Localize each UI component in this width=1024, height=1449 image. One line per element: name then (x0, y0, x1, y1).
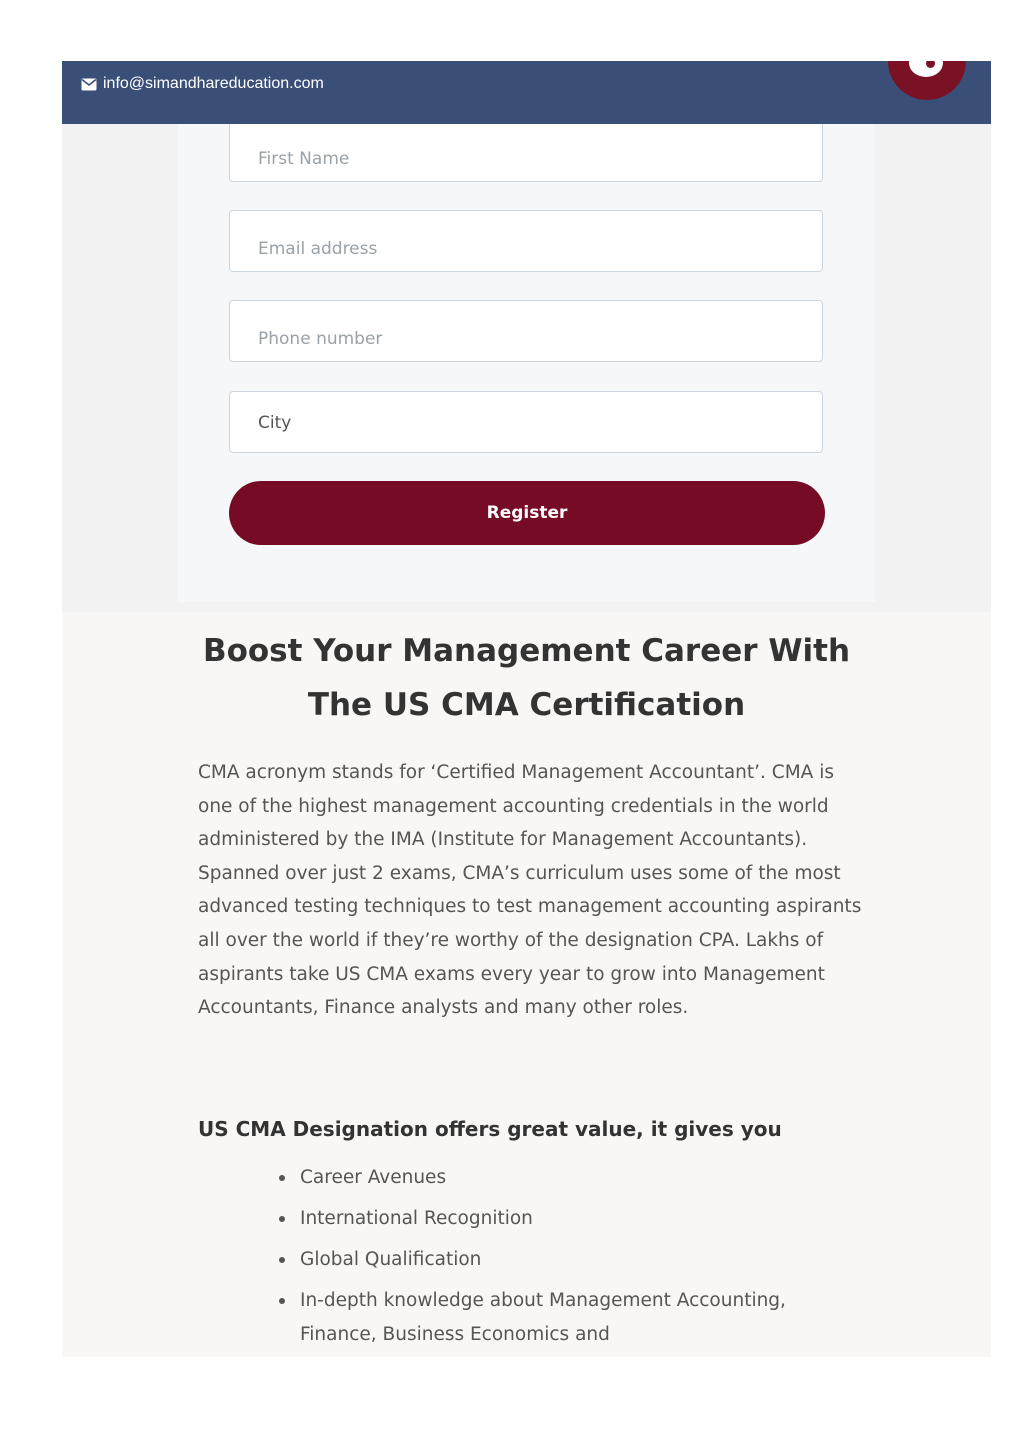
email-placeholder: Email address (258, 239, 378, 259)
section-heading (162, 624, 891, 732)
section-heading-line-1: Boost Your Management Career With (202, 633, 851, 669)
chat-glyph (909, 61, 943, 77)
page-frame (62, 61, 991, 1357)
benefit-text: Career Avenues (300, 1167, 447, 1188)
bullet-icon (279, 1175, 285, 1181)
registration-form (178, 124, 875, 602)
list-item (300, 1161, 840, 1195)
first-name-field[interactable] (229, 120, 823, 182)
chat-bubble-icon[interactable] (888, 61, 966, 100)
email-address: info@simandhareducation.com (103, 75, 324, 92)
bullet-icon (279, 1216, 285, 1222)
phone-placeholder: Phone number (258, 329, 383, 349)
list-item (300, 1284, 840, 1351)
top-contact-bar (62, 61, 991, 124)
phone-field[interactable] (229, 300, 823, 362)
benefits-heading: US CMA Designation offers great value, it gives you (198, 1117, 782, 1141)
benefit-text: Global Qualification (300, 1249, 482, 1271)
list-item (300, 1243, 840, 1277)
benefit-text: In-depth knowledge about Management Accounting, Finance, Business Economics and (300, 1290, 786, 1345)
intro-paragraph (198, 756, 873, 1025)
envelope-icon (81, 78, 97, 91)
intro-text: CMA acronym stands for ‘Certified Management Accountant’. CMA is one of the highest management accounting credentials in the world administered by the IMA (Institute for Management Accountants). Spanned over just 2 exams, CMA’s curriculum uses some of the most advanced testing techniques to test management accounting aspirants all over the world if they’re worthy of the designation CPA. Lakhs of aspirants take US CMA exams every year to grow into Management Accountants, Finance analysts and many other roles. (198, 762, 862, 1019)
registration-section (62, 124, 991, 612)
bullet-icon (279, 1257, 285, 1263)
list-item (300, 1202, 840, 1236)
bullet-icon (279, 1298, 285, 1304)
first-name-placeholder: First Name (258, 149, 350, 169)
email-field[interactable] (229, 210, 823, 272)
city-placeholder: City (258, 413, 292, 433)
section-heading-line-2: The US CMA Certification (307, 687, 746, 723)
benefits-list (300, 1161, 840, 1357)
benefit-text: International Recognition (300, 1208, 533, 1230)
about-cma-section (62, 612, 991, 1357)
register-button[interactable]: Register (229, 481, 825, 545)
city-field[interactable] (229, 391, 823, 453)
email-link[interactable] (81, 75, 324, 93)
